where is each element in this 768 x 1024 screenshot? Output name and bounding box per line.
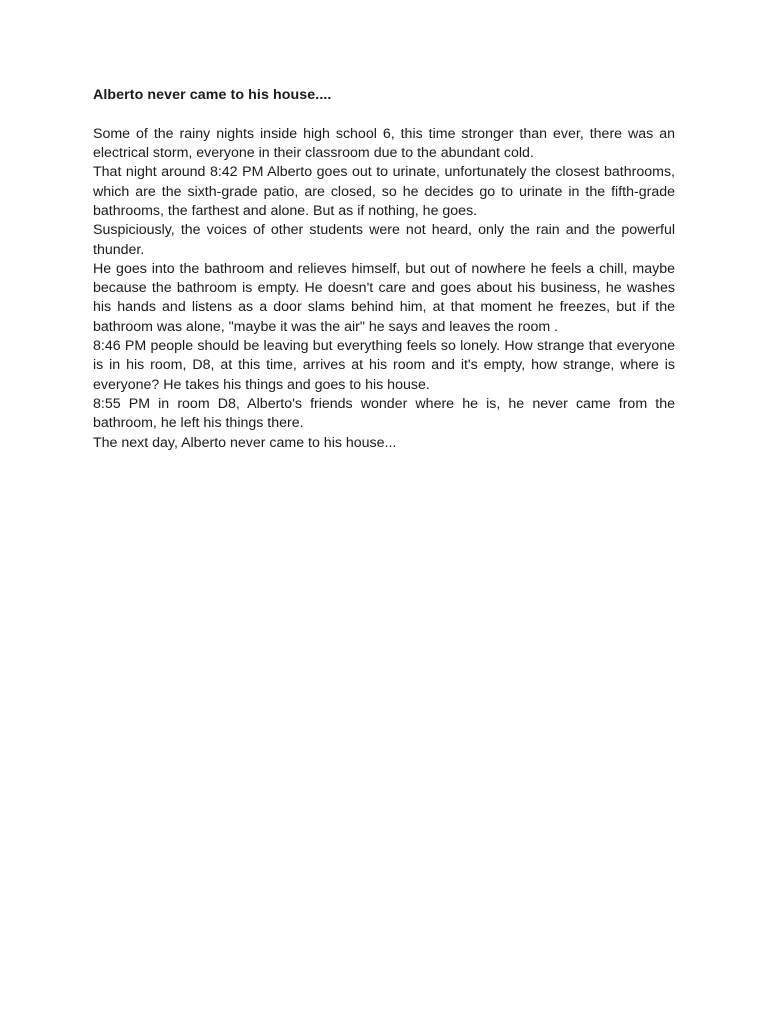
document-title: Alberto never came to his house....	[93, 87, 332, 103]
paragraph: 8:55 PM in room D8, Alberto's friends wonder where he is, he never came from the bathroom, he left his things there.	[93, 395, 675, 432]
paragraph: Suspiciously, the voices of other students were not heard, only the rain and the powerful thunder.	[93, 222, 675, 258]
document-body	[93, 86, 675, 453]
paragraph: The next day, Alberto never came to his house...	[93, 434, 397, 451]
paragraph: 8:46 PM people should be leaving but everything feels so lonely. How strange that everyone is in his room, D8, at this time, arrives at his room and it's empty, how strange, where is everyone? He takes his things and goes to his house.	[93, 338, 675, 393]
paragraph: That night around 8:42 PM Alberto goes out to urinate, unfortunately the closest bathrooms, which are the sixth-grade patio, are closed, so he decides go to urinate in the fifth-grade bathrooms, the farthest and alone. But as if nothing, he goes.	[93, 164, 675, 219]
paragraph: Some of the rainy nights inside high school 6, this time stronger than ever, there was an electrical storm, everyone in their classroom due to the abundant cold.	[93, 125, 675, 162]
paragraph: He goes into the bathroom and relieves himself, but out of nowhere he feels a chill, maybe because the bathroom is empty. He doesn't care and goes about his business, he washes his hands and listens as a door slams behind him, at that moment he freezes, but if the bathroom was alone, "maybe it was the air" he says and leaves the room .	[93, 260, 675, 335]
